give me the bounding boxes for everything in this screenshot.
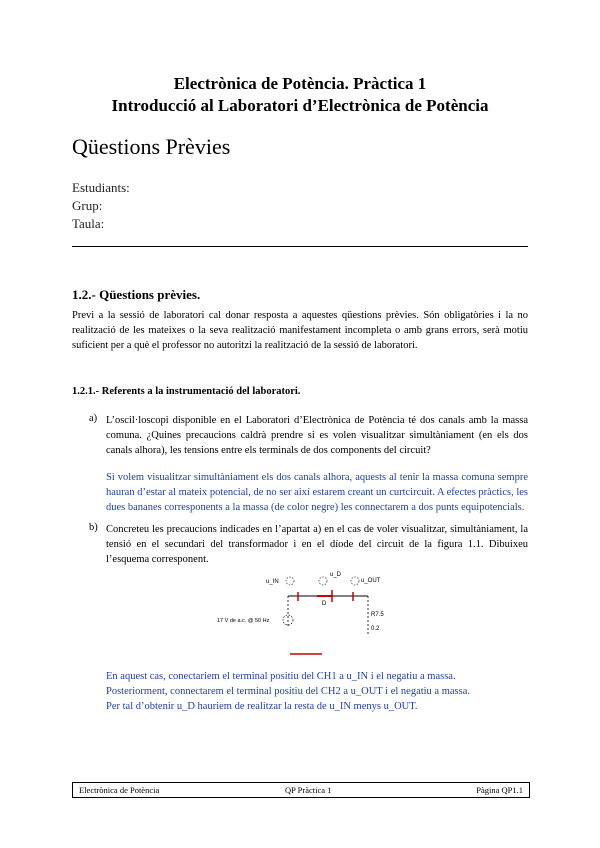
field-students: Estudiants: — [72, 180, 130, 195]
subsection-title: 1.2.1.- Referents a la instrumentació del laboratori. — [72, 386, 301, 397]
question-a-label: a) — [89, 413, 98, 424]
label-uin: u_IN — [266, 579, 279, 585]
label-source: 17 V de a.c. @ 50 Hz — [217, 618, 270, 624]
footer-right: Pàgina QP1.1 — [476, 785, 523, 795]
terminal-uin-icon — [286, 577, 294, 585]
question-a-answer: Si volem visualitzar simultàniament els dos canals alhora, aquests al tenir la massa comuna sempre hauran d’estar al mateix potencial, de no ser així estarem creant un curtcircuit. A efectes pràctics, les dues bananes corresponents a la massa (de color negre) les connectarem a dos punts equipotencials. — [106, 472, 528, 513]
circuit-schematic — [210, 568, 400, 660]
label-uout: u_OUT — [361, 578, 381, 584]
section-intro: Previ a la sessió de laboratori cal donar resposta a aquestes qüestions prèvies. Són obligatòries i la no realització de les mateixes o la seva realització manifestament incompleta o amb grans errors, serà motiu suficient per a què el professor no autoritzi la realització de la sessió de laboratori. — [72, 310, 528, 351]
question-b-answer-line3: Per tal d’obtenir u_D hauriem de realitzar la resta de u_IN menys u_OUT. — [106, 701, 418, 712]
doc-title-line1: Electrònica de Potència. Pràctica 1 — [173, 74, 427, 93]
field-table: Taula: — [72, 216, 105, 231]
label-diode: D — [322, 601, 327, 607]
field-group: Grup: — [72, 198, 103, 213]
terminal-uout-icon — [351, 577, 359, 585]
label-r1: R7.5 — [371, 612, 384, 618]
question-b-answer-line2: Posteriorment, connectarem el terminal positiu del CH2 a u_OUT i el negatiu a massa. — [106, 686, 471, 697]
question-b-label: b) — [89, 522, 98, 533]
question-a-text: L’oscil·loscopi disponible en el Laboratori d’Electrònica de Potència té dos canals amb la massa comuna. ¿Quines precaucions caldrà prendre si es volen visualitzar simultàniament (en els dos canals alhora), les tensions entre els terminals de dos components del circuit? — [106, 415, 528, 456]
question-b-answer-line1: En aquest cas, conectariem el terminal positiu del CH1 a u_IN i el negatiu a massa. — [106, 671, 456, 682]
footer-left: Electrònica de Potència — [79, 785, 160, 795]
page-heading: Qüestions Prèvies — [72, 134, 231, 159]
page-footer — [72, 782, 530, 798]
question-b-text: Concreteu les precaucions indicades en l’apartat a) en el cas de voler visualitzar, simultàniament, la tensió en el secundari del transformador i en el díode del circuit de la figura 1.1. Dibuixeu l’esquema corresponent. — [106, 524, 528, 565]
label-r2: 0.2 — [371, 626, 380, 632]
separator-line — [72, 246, 528, 247]
label-ud: u_D — [330, 572, 342, 578]
doc-title-line2: Introducció al Laboratori d’Electrònica de Potència — [111, 96, 489, 115]
terminal-ud-icon — [319, 577, 327, 585]
section-title: 1.2.- Qüestions prèvies. — [72, 287, 201, 302]
footer-center: QP Pràctica 1 — [285, 785, 332, 795]
